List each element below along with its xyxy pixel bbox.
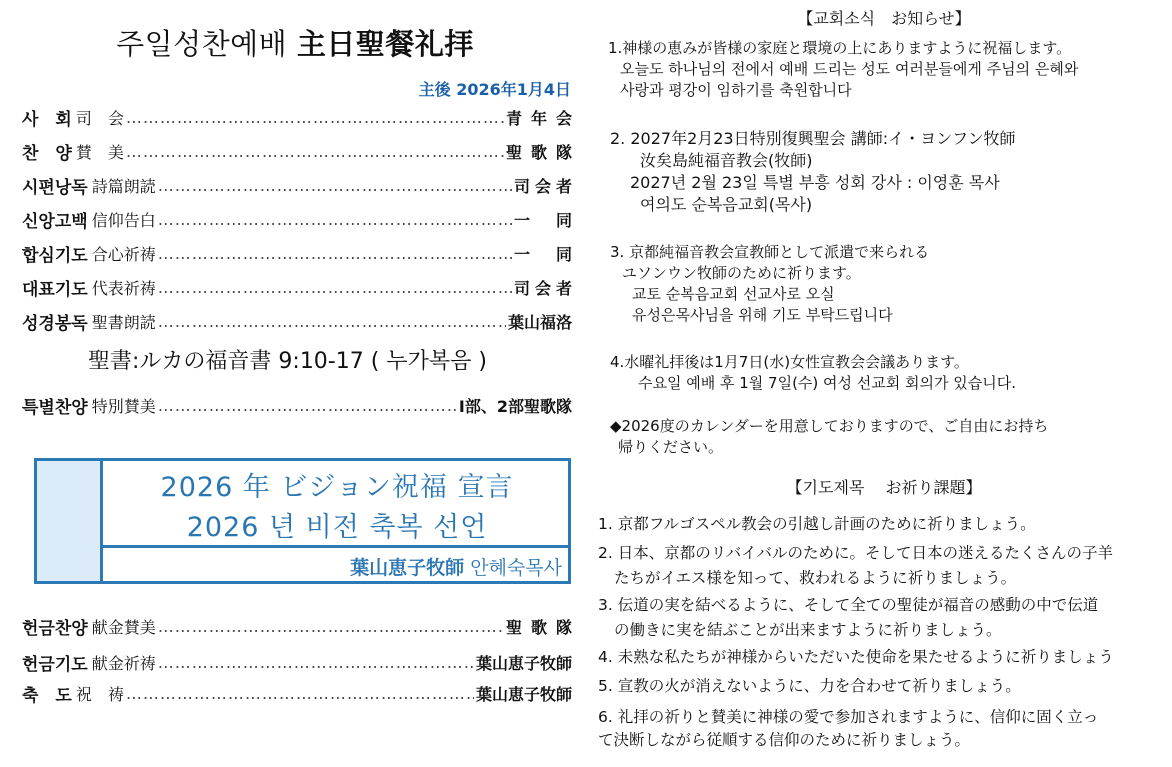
order-label-jp: 合心祈祷 [91,244,156,264]
notice-line: 여의도 순복음교회(목사) [640,195,813,214]
order-label-ko: 성경봉독 [22,313,88,334]
order-person: 葉山恵子牧師 [475,684,572,704]
order-label-ko: 헌금찬양 [22,618,88,639]
order-row [22,613,581,639]
leader-dots [158,617,504,636]
leader-dots [158,396,457,415]
order-label-jp: 祝 祷 [75,684,124,704]
order-person: 司会者 [513,176,577,196]
notice-line: 2. 2027年2月23日特別復興聖会 講師:イ・ヨンフン牧師 [610,129,1016,148]
order-person: 聖歌隊 [505,142,581,162]
order-label-ko: 대표기도 [22,279,88,300]
order-row-special [22,392,572,418]
vision-pastor [350,553,562,580]
vision-line-korean: 2026 년 비전 축복 선언 [186,512,488,543]
prayer-item [598,705,1098,750]
vision-line-japanese: 2026 年 ビジョン祝福 宣言 [160,472,514,503]
leader-dots [158,278,512,297]
notice-item [608,38,1078,101]
order-person: 一 同 [513,244,577,264]
order-label-ko: 시편낭독 [22,177,88,198]
vision-divider [103,545,568,548]
prayer-line: 6. 礼拝の祈りと賛美に神様の愛で参加されますように、信仰に固く立っ [598,708,1099,726]
notice-line: 사랑과 평강이 임하기를 축원합니다 [620,81,852,99]
order-label-jp: 代表祈祷 [91,278,156,298]
notice-line: 교토 순복음교회 선교사로 오실 [632,285,835,303]
notice-line: 2027년 2월 23일 특별 부흥 성회 강사 : 이영훈 목사 [630,173,1000,192]
order-person: 葉山福洛 [507,312,572,332]
order-person: 青年会 [505,108,581,128]
order-label-ko: 헌금기도 [22,654,88,675]
announcements-panel [596,0,1172,767]
leader-dots [158,312,506,331]
prayer-line: たちがイエス様を知って、救われるように祈りましょう。 [614,569,1017,587]
order-person: 葉山恵子牧師 [475,653,572,673]
order-row [22,649,572,675]
order-person: 一 同 [513,210,577,230]
order-row [22,104,581,130]
order-label-ko: 축 도 [22,685,72,706]
order-row [22,138,581,164]
prayer-item [598,593,1098,640]
order-person: 司会者 [513,278,577,298]
notice-line: 1.神様の恵みが皆様の家庭と環境の上にありますように祝福します。 [608,39,1072,57]
notice-line: 4.水曜礼拝後は1月7日(水)女性宣教会会議あります。 [610,353,969,371]
prayer-line: て決断しながら従順する信仰のために祈りましょう。 [598,731,971,749]
order-row [22,206,577,232]
notice-header: 【교회소식 お知らせ】 [797,9,971,28]
leader-dots [126,142,504,161]
title-korean: 주일성찬예배 [116,27,288,61]
leader-dots [158,244,512,263]
notice-line: 帰りください。 [618,438,724,456]
notice-item [610,416,1048,458]
order-label-jp: 信仰告白 [91,210,156,230]
order-label-ko: 특별찬양 [22,397,88,418]
page-title [0,22,590,63]
order-label-jp: 献金祈祷 [91,653,156,673]
order-person: 聖歌隊 [505,617,581,637]
prayer-item [598,541,1113,588]
notice-line: ユソンウン牧師のために祈ります。 [622,264,861,282]
notice-item [610,242,929,326]
leader-dots [126,684,474,703]
order-label-jp: 特別賛美 [91,396,156,416]
order-label-jp: 賛 美 [75,142,124,162]
title-japanese: 主日聖餐礼拝 [296,27,474,61]
prayer-line: 3. 伝道の実を結べるように、そして全ての聖徒が福音の感動の中で伝道 [598,596,1099,614]
order-row [22,172,577,198]
vision-side-panel [37,461,103,581]
scripture-reference: 聖書:ルカの福音書 9:10-17 ( 누가복음 ) [88,349,487,374]
vision-declaration-box [34,458,571,584]
order-label-ko: 찬 양 [22,143,72,164]
order-label-jp: 聖書朗読 [91,312,156,332]
notice-line: ◆2026度のカレンダーを用意しておりますので、ご自由にお持ち [610,417,1049,435]
pastor-name-jp: 葉山恵子牧師 [350,557,465,579]
order-person: Ⅰ部、2部聖歌隊 [458,396,572,416]
leader-dots [126,108,504,127]
notice-line: 수요일 예배 후 1월 7일(수) 여성 선교회 회의가 있습니다. [638,374,1016,392]
leader-dots [158,210,512,229]
prayer-line: 2. 日本、京都のリバイバルのために。そして日本の迷えるたくさんの子羊 [598,544,1113,562]
notice-item [610,128,1015,216]
notice-line: 汝矣島純福音教会(牧師) [640,151,813,170]
order-label-ko: 신앙고백 [22,211,88,232]
leader-dots [158,653,474,672]
order-row [22,308,572,334]
prayer-item: 5. 宣教の火が消えないように、力を合わせて祈りましょう。 [598,677,1021,695]
order-label-jp: 献金賛美 [91,617,156,637]
prayer-item: 1. 京都フルゴスペル教会の引越し計画のために祈りましょう。 [598,515,1036,533]
order-row [22,680,572,706]
order-label-jp: 司 会 [75,108,124,128]
service-date: 主後 2026年1月4日 [418,80,571,99]
pastor-name-ko: 안혜숙목사 [470,557,562,579]
leader-dots [158,176,512,195]
notice-line: 3. 京都純福音教会宣教師として派遣で来られる [610,243,930,261]
notice-line: 유성은목사님을 위해 기도 부탁드립니다 [632,306,893,324]
order-label-ko: 합심기도 [22,245,88,266]
notice-item [610,352,1016,394]
prayer-line: の働きに実を結ぶことが出来ますように祈りましょう。 [614,621,1002,639]
order-label-ko: 사 회 [22,109,72,130]
notice-line: 오늘도 하나님의 전에서 예배 드리는 성도 여러분들에게 주님의 은혜와 [620,60,1079,78]
order-label-jp: 詩篇朗読 [91,176,156,196]
order-row [22,274,577,300]
prayer-item: 4. 未熟な私たちが神様からいただいた使命を果たせるように祈りましょう [598,648,1114,666]
order-row [22,240,577,266]
prayer-header: 【기도제목 お祈り課題】 [786,478,982,497]
